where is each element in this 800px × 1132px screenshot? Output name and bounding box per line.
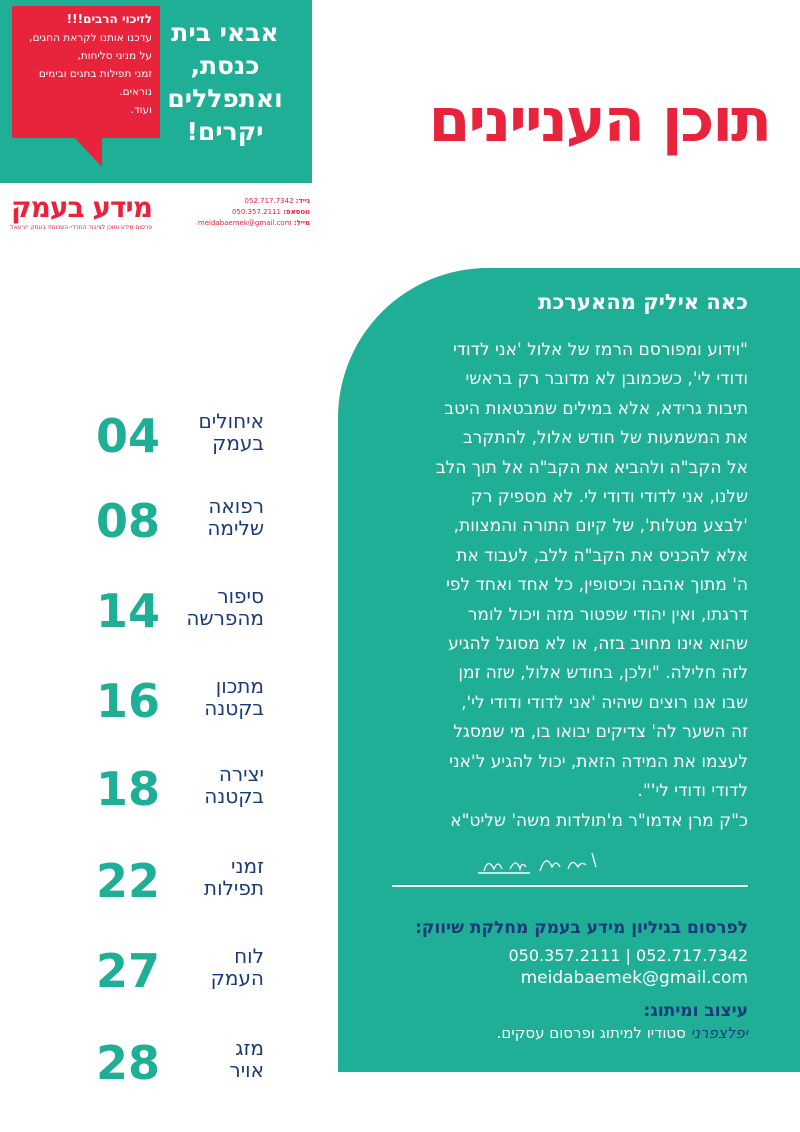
- advertising-email[interactable]: meidabaemek@gmail.com: [520, 968, 748, 988]
- article-line: דרגתו, ואין יהודי שפטור מזה ויכול לומר: [467, 604, 748, 625]
- toc-label: לוח העמק: [210, 944, 264, 990]
- design-title: עיצוב ומיתוג:: [643, 1001, 748, 1021]
- bubble-line: ועוד.: [130, 104, 152, 116]
- toc-label: יצירה בקטנה: [204, 762, 264, 808]
- logo-wordmark: מידע בעמק: [11, 191, 152, 224]
- divider: [392, 885, 748, 887]
- toc-item[interactable]: [96, 410, 296, 470]
- speech-bubble-tail: [74, 137, 102, 167]
- toc-item[interactable]: [96, 855, 296, 915]
- article-line: ודודי לי', כשכמובן לא מדובר רק בראשי: [465, 369, 748, 390]
- signature-handwritten: [470, 843, 610, 883]
- page-title: תוכן העניינים: [428, 86, 770, 156]
- article-line: שהוא אינו מחויב בזה, או לא מסוגל להגיע: [448, 634, 748, 655]
- toc-page-number: 14: [96, 584, 161, 638]
- article-line: זה השער לה' צדיקים יבואו בו, מי שמסגל: [453, 722, 748, 743]
- toc-item[interactable]: [96, 585, 296, 645]
- article-title: כאה איליק מהאערכת: [538, 290, 748, 314]
- bubble-line: זמני תפילות בחגים ובימים: [38, 68, 152, 80]
- article-line: את המשמעות של חודש אלול, להתקרב: [462, 428, 748, 449]
- article-body: [396, 336, 748, 836]
- bubble-line: על מניני סליחות,: [77, 50, 152, 62]
- contact-email: מייל: meidabaemek@gmail.com: [197, 219, 310, 227]
- toc-item[interactable]: [96, 675, 296, 735]
- toc-page-number: 18: [96, 762, 161, 816]
- toc-page-number: 27: [96, 944, 161, 998]
- bubble-line: עדכנו אותנו לקראת החגים,: [29, 32, 152, 44]
- toc-item[interactable]: [96, 1037, 296, 1097]
- article-line: אלא להכניס את הקב"ה ללב, לעבוד את: [456, 545, 748, 566]
- article-line: "וידוע ומפורסם הרמז של אלול 'אני לדודי: [452, 340, 748, 360]
- toc-label: איחולים בעמק: [198, 409, 264, 455]
- promo-panel: [0, 0, 312, 183]
- logo: [6, 193, 152, 233]
- advertising-phones: 052.717.7342 | 050.357.2111: [508, 946, 748, 965]
- editor-note-box: [338, 268, 800, 1072]
- article-line: לעצמו את המידה הזאת, יכול להגיע ל'אני: [449, 751, 748, 772]
- promo-title: אבאי בית כנסת, ואתפללים יקרים!: [167, 18, 283, 146]
- toc-label: סיפור מהפרשה: [186, 584, 264, 630]
- bubble-title: לזיכוי הרבים!!!: [66, 12, 152, 26]
- toc-page-number: 22: [96, 854, 161, 908]
- toc-page-number: 16: [96, 674, 161, 728]
- toc-label: זמני תפילות: [203, 854, 264, 900]
- article-line: ה' מתוך אהבה וכיסופין, כל אחד ואחד לפי: [446, 575, 748, 596]
- article-line: אל הקב"ה ולהביא את הקב"ה אל תוך הלב: [435, 457, 748, 478]
- toc-item[interactable]: [96, 763, 296, 823]
- article-attribution: כ"ק מרן אדמו"ר מ'תולדות משה' שליט"א: [450, 810, 748, 831]
- designer-signature: יפלצפרני: [690, 1024, 748, 1042]
- toc-item[interactable]: [96, 945, 296, 1005]
- toc-page-number: 04: [96, 409, 161, 463]
- article-line: שבו אנו רוצים שיהיה 'אני לדודי ודודי לי',: [461, 692, 748, 713]
- contact-whatsapp: ווטסאפ: 050.357.2111: [231, 208, 310, 216]
- toc-label: מתכון בקטנה: [204, 674, 264, 720]
- contact-mobile: נייד: 052.717.7342: [244, 197, 310, 205]
- advertising-title: לפרסום בגיליון מידע בעמק מחלקת שיווק:: [415, 918, 748, 938]
- bubble-line: נוראים.: [119, 86, 152, 98]
- toc-item[interactable]: [96, 495, 296, 555]
- toc-label: רפואה שלימה: [207, 494, 264, 540]
- article-line: 'לבצע מטלות', של קיום התורה והמצוות,: [453, 516, 748, 537]
- article-line: לזה חלילה. "ולכן, בחודש אלול, שזה זמן: [458, 663, 748, 684]
- article-line: תיבות גרידא, אלא במילים שמבטאות היטב: [444, 398, 748, 419]
- toc-page-number: 28: [96, 1036, 161, 1090]
- article-line: שלנו, אני לדודי ודודי לי. לא מספיק רק: [470, 487, 748, 508]
- speech-bubble: [12, 6, 160, 138]
- toc-page-number: 08: [96, 494, 161, 548]
- design-credit: יפלצפרני סטודיו למיתוג ופרסום עסקים.: [496, 1024, 748, 1042]
- article-line: לדודי ודודי לי'".: [637, 781, 748, 802]
- toc-label: מזג אויר: [229, 1036, 264, 1082]
- logo-tagline: פרסום מידע ותוכן לציבור החרדי-השכונתי בעמק יזרעאל: [10, 224, 152, 231]
